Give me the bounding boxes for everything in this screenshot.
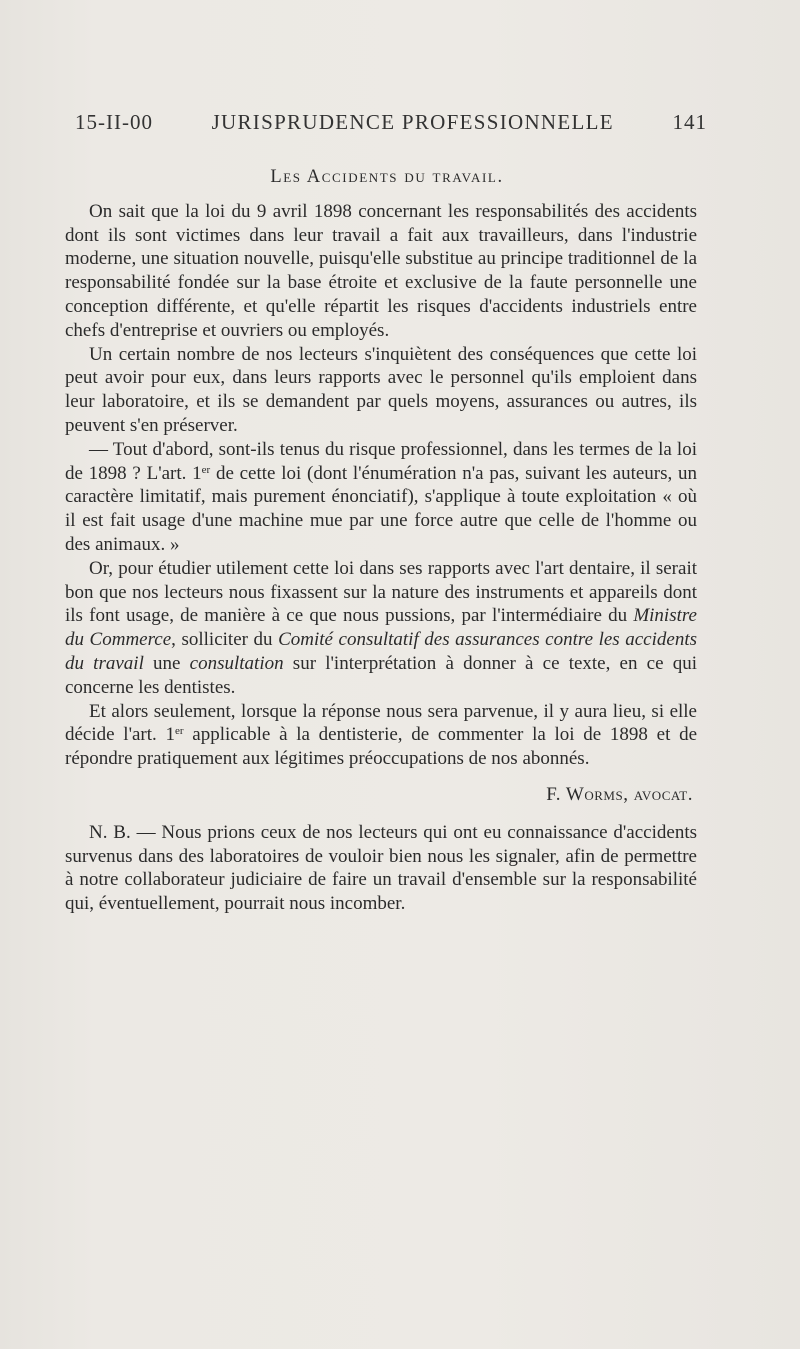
ministre-reference: Ministre du Commerce (65, 605, 697, 651)
paragraph-3-part-a: — Tout d'abord, sont-ils tenus du risque professionnel, dans les termes de la loi de 1898 ? L'art. 1 (65, 438, 697, 484)
paragraph-5 (65, 700, 697, 771)
running-head (75, 110, 707, 135)
comite-reference: Comité consultatif des assurances contre les accidents du travail (65, 629, 697, 674)
paragraph-4-part-c: une (143, 652, 190, 674)
paragraph-5-part-a: Et alors seulement, lorsque la réponse nous sera parvenue, il y aura lieu, si elle décide l'art. 1 (65, 700, 697, 746)
article-body (65, 166, 697, 916)
paragraph-4-part-d: sur l'interprétation à donner à ce texte, en ce qui concerne les dentistes. (65, 652, 698, 698)
paragraph-3-part-b: de cette loi (dont l'énumération n'a pas, suivant les auteurs, un caractère limitatif, mais purement énonciatif), s'applique à toute exploitation « où il est fait usage d'une machine mue par une force autre que celle de l'homme ou des animaux. » (65, 462, 697, 555)
page-number: 141 (672, 110, 707, 134)
header-date: 15-II-00 (75, 110, 153, 134)
paragraph-4-part-a: Or, pour étudier utilement cette loi dans ses rapports avec l'art dentaire, il serait bon que nos lecteurs nous fixassent sur la nature des instruments et appareils dont ils font usage, de manière à ce que nous pussions, par l'intermédiaire du (65, 557, 697, 627)
paragraph-5-part-b: applicable à la dentisterie, de commenter la loi de 1898 et de répondre pratiquement aux légitimes préoccupations de nos abonnés. (65, 724, 698, 770)
author-signature: F. Worms, avocat. (546, 783, 693, 805)
nota-bene-paragraph: N. B. — Nous prions ceux de nos lecteurs qui ont eu connaissance d'accidents survenus dans des laboratoires de vouloir bien nous les signaler, afin de permettre à notre collaborateur judiciaire de faire un travail d'ensemble sur la responsabilité qui, éventuellement, pourrait nous incomber. (65, 821, 697, 915)
paragraph-3 (65, 438, 697, 557)
paragraph-2: Un certain nombre de nos lecteurs s'inquiètent des conséquences que cette loi peut avoir pour eux, dans leurs rapports avec le personnel qu'ils emploient dans leur laboratoire, et ils se demandent par quels moyens, assurances ou autres, ils peuvent s'en préserver. (65, 343, 697, 436)
consultation-word: consultation (189, 652, 284, 674)
journal-title: JURISPRUDENCE PROFESSIONNELLE (211, 110, 614, 134)
superscript-er: er (201, 463, 211, 476)
paragraph-4-part-b: , solliciter du (171, 629, 279, 651)
paragraph-4 (65, 557, 697, 700)
paragraph-1: On sait que la loi du 9 avril 1898 concernant les responsabilités des accidents dont ils sont victimes dans leur travail a fait aux travailleurs, dans l'industrie moderne, une situation nouvelle, puisqu'elle substitue au principe traditionnel de la responsabilité fondée sur la base étroite et exclusive de la faute personnelle une conception différente, et qu'elle répartit les risques d'accidents industriels entre chefs d'entreprise et ouvriers ou employés. (65, 200, 697, 341)
superscript-er-2: er (175, 725, 184, 738)
article-title: Les Accidents du travail. (270, 167, 504, 187)
